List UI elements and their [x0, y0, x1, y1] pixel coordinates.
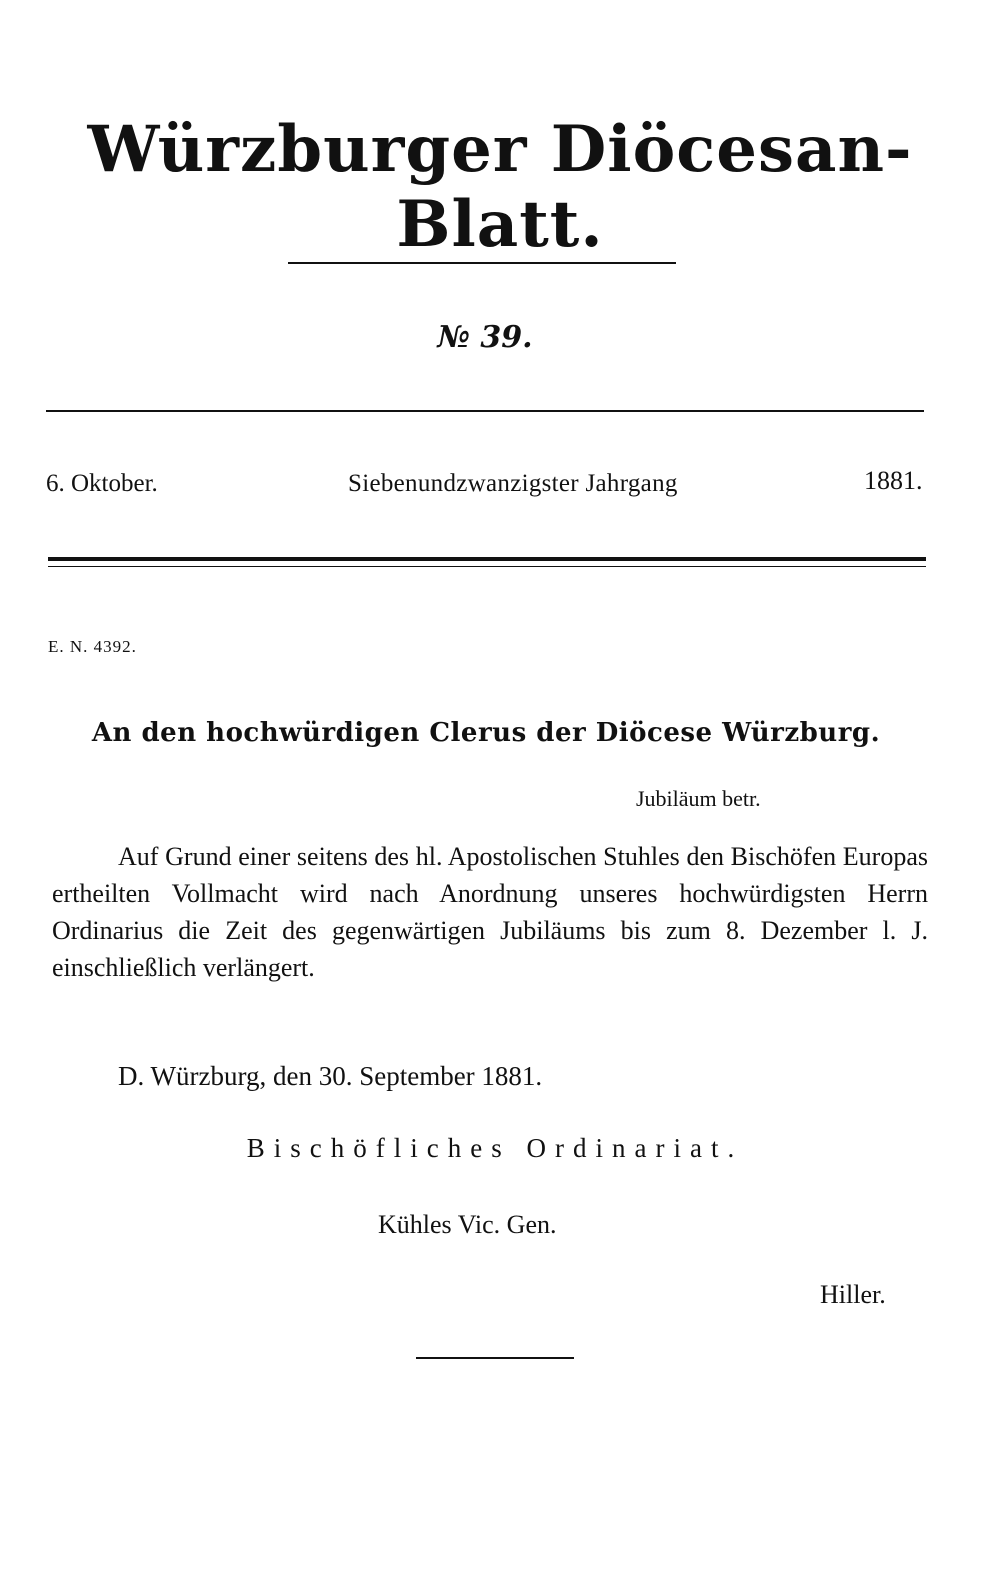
volume-label: Siebenundzwanzigster Jahrgang	[348, 470, 678, 497]
issuing-authority: Bischöfliches Ordinariat.	[246, 1133, 744, 1163]
dateline-bottom-thick-rule	[48, 557, 926, 561]
subject-line: Jubiläum betr.	[636, 786, 761, 811]
address-heading: An den hochwürdigen Clerus der Diöcese Würzburg.	[91, 718, 881, 748]
issue-date: 6. Oktober.	[46, 470, 158, 497]
issue-year: 1881.	[864, 466, 923, 495]
reference-number: E. N. 4392.	[48, 637, 137, 656]
masthead-divider	[288, 262, 676, 264]
signature-vicar-general: Kühles Vic. Gen.	[378, 1210, 557, 1239]
dateline-top-rule	[46, 410, 924, 412]
masthead-title: Würzburger Diöcesan-Blatt.	[87, 112, 913, 262]
closing-divider	[416, 1357, 574, 1359]
place-date-line: D. Würzburg, den 30. September 1881.	[118, 1061, 543, 1091]
body-paragraph: Auf Grund einer seitens des hl. Apostolischen Stuhles den Bischöfen Europas ertheilten Vollmacht wird nach Anordnung unseres hochwürdigsten Herrn Ordinarius die Zeit des gegenwärtigen Jubiläums bis zum 8. Dezember l. J. einschließlich verlängert.	[52, 842, 928, 982]
issue-number: № 39.	[437, 320, 533, 355]
signature-secretary: Hiller.	[820, 1280, 886, 1309]
dateline-bottom-thin-rule	[48, 566, 926, 567]
